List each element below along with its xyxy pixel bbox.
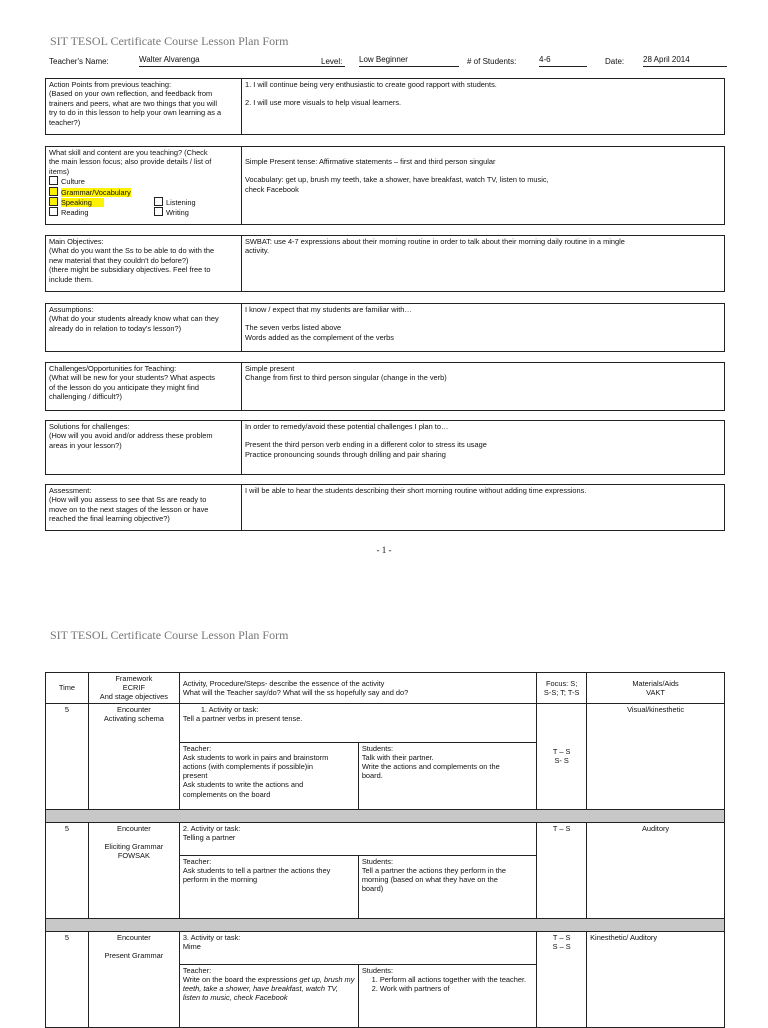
skill-content-prompt: What skill and content are you teaching? (Check the main lesson focus; also provide details / list of items) Culture Grammar/Vocabulary Speaking Listening Reading Writing [46, 147, 242, 225]
row1-teacher: Teacher: Ask students to work in pairs and brainstorm actions (with complements if possible)in present Ask students to write the actions and complements on the board [180, 742, 359, 809]
speaking-label: Speaking [61, 198, 104, 207]
listening-checkbox[interactable] [154, 197, 163, 206]
teacher-value: Walter Alvarenga [139, 55, 200, 64]
culture-label: Culture [61, 177, 85, 187]
solutions-prompt: Solutions for challenges: (How will you avoid and/or address these problem areas in your lesson?) [46, 421, 242, 475]
row1-framework: Encounter Activating schema [88, 703, 179, 809]
date-label: Date: [605, 57, 625, 66]
students-label: # of Students: [467, 57, 517, 66]
date-value: 28 April 2014 [643, 55, 690, 64]
main-objectives-prompt: Main Objectives: (What do you want the Ss to be able to do with the new material that they couldn't do before?) (there might be subsidiary objectives. Feel free to include them. [46, 236, 242, 292]
row2-teacher: Teacher: Ask students to tell a partner the actions they perform in the morning [180, 855, 359, 918]
skill-content-answer: Simple Present tense: Affirmative statements – first and third person singular Vocabulary: get up, brush my teeth, take a shower, have breakfast, watch TV, listen to music, check Facebook [242, 147, 725, 225]
row3-activity [179, 931, 536, 1027]
level-field [359, 55, 459, 67]
assessment-box [45, 484, 725, 531]
students-value: 4-6 [539, 55, 551, 64]
row2-activity-desc: Telling a partner [182, 832, 236, 842]
lesson-plan-table [45, 672, 725, 1028]
assumptions-answer: I know / expect that my students are familiar with… The seven verbs listed above Words added as the complement of the verbs [242, 304, 725, 352]
row3-materials: Kinesthetic/ Auditory [587, 931, 725, 1027]
row3-activity-desc: Mime [182, 941, 201, 951]
page-number: - 1 - [376, 545, 392, 555]
main-objectives-box [45, 235, 725, 292]
reading-label: Reading [61, 208, 89, 218]
assessment-prompt: Assessment: (How will you assess to see that Ss are ready to move on to the next stages of the lesson or have reached the final learning objective?) [46, 485, 242, 531]
stage-row-2 [46, 822, 725, 918]
row1-activity-desc: Tell a partner verbs in present tense. [182, 713, 303, 723]
culture-checkbox[interactable] [49, 176, 58, 185]
separator-row [46, 918, 725, 931]
stage-row-3 [46, 931, 725, 1027]
stage-row-1 [46, 703, 725, 809]
page2-title: SIT TESOL Certificate Course Lesson Plan Form [50, 628, 289, 642]
level-value: Low Beginner [359, 55, 408, 64]
row1-time: 5 [46, 703, 89, 809]
row1-activity [179, 703, 536, 809]
solutions-box [45, 420, 725, 475]
row3-teacher: Teacher: Write on the board the expressions get up, brush my teeth, take a shower, have breakfast, watch TV, listen to music, check Facebook [180, 964, 359, 1027]
header-row [47, 55, 727, 69]
grammar-label: Grammar/Vocabulary [61, 187, 131, 197]
writing-checkbox[interactable] [154, 207, 163, 216]
action-points-box [45, 78, 725, 135]
row2-activity-title: 2. Activity or task: [182, 823, 241, 833]
row2-time: 5 [46, 822, 89, 918]
assumptions-prompt: Assumptions: (What do your students already know what can they already do in relation to today's lesson?) [46, 304, 242, 352]
challenges-box [45, 362, 725, 411]
row1-focus: T – S S- S [537, 703, 587, 809]
row3-student-step-2: 2. Work with partners of [380, 984, 533, 993]
challenges-answer: Simple present Change from first to third person singular (change in the verb) [242, 363, 725, 411]
row2-focus: T – S [537, 822, 587, 918]
row2-students: Students: Tell a partner the actions they perform in the morning (based on what they have on the board) [358, 855, 536, 918]
focus-header: Focus: S; S-S; T; T-S [537, 673, 587, 704]
row3-focus: T – S S – S [537, 931, 587, 1027]
challenges-prompt: Challenges/Opportunities for Teaching: (What will be new for your students? What aspects of the lesson do you anticipate they might find challenging / difficult?) [46, 363, 242, 411]
level-label: Level: [321, 57, 343, 66]
framework-header: Framework ECRIF And stage objectives [88, 673, 179, 704]
date-field [643, 55, 727, 67]
page1-title: SIT TESOL Certificate Course Lesson Plan Form [50, 34, 289, 48]
row3-student-step-1: 1. Perform all actions together with the teacher. [380, 975, 533, 984]
separator-row [46, 809, 725, 822]
row2-framework: Encounter Eliciting Grammar FOWSAK [88, 822, 179, 918]
listening-label: Listening [166, 198, 196, 208]
teacher-label: Teacher's Name: [49, 57, 109, 66]
row3-students: Students: 1. Perform all actions together with the teacher. 2. Work with partners of [358, 964, 536, 1027]
teacher-field [139, 55, 345, 67]
row3-framework: Encounter Present Grammar [88, 931, 179, 1027]
writing-label: Writing [166, 208, 189, 218]
activity-header: Activity, Procedure/Steps- describe the essence of the activity What will the Teacher say/do? What will the ss hopefully say and do? [179, 673, 536, 704]
action-points-prompt: Action Points from previous teaching: (Based on your own reflection, and feedback from trainers and peers, what are two things that you will try to do in this lesson to help your own learning as a teacher?) [46, 79, 242, 135]
row3-time: 5 [46, 931, 89, 1027]
main-objectives-answer: SWBAT: use 4-7 expressions about their morning routine in order to talk about their morning daily routine in a mingle activity. [242, 236, 725, 292]
solutions-answer: In order to remedy/avoid these potential challenges I plan to… Present the third person verb ending in a different color to stress its usage Practice pronouncing sounds through drilling and pair sharing [242, 421, 725, 475]
action-points-answer: 1. I will continue being very enthusiastic to create good rapport with students. 2. I will use more visuals to help visual learners. [242, 79, 725, 135]
row2-materials: Auditory [587, 822, 725, 918]
assumptions-box [45, 303, 725, 352]
reading-checkbox[interactable] [49, 207, 58, 216]
time-header: Time [46, 673, 89, 704]
skill-content-box [45, 146, 725, 225]
materials-header: Materials/Aids VAKT [587, 673, 725, 704]
assessment-answer: I will be able to hear the students describing their short morning routine without adding time expressions. [242, 485, 725, 531]
row3-activity-title: 3. Activity or task: [182, 932, 241, 942]
row1-materials: Visual/kinesthetic [587, 703, 725, 809]
row1-activity-title: 1. Activity or task: [200, 704, 259, 714]
row1-students: Students: Talk with their partner. Write the actions and complements on the board. [358, 742, 536, 809]
plan-header-row [46, 673, 725, 704]
row2-activity [179, 822, 536, 918]
students-field [539, 55, 587, 67]
speaking-checkbox[interactable] [49, 197, 58, 206]
grammar-checkbox[interactable] [49, 187, 58, 196]
